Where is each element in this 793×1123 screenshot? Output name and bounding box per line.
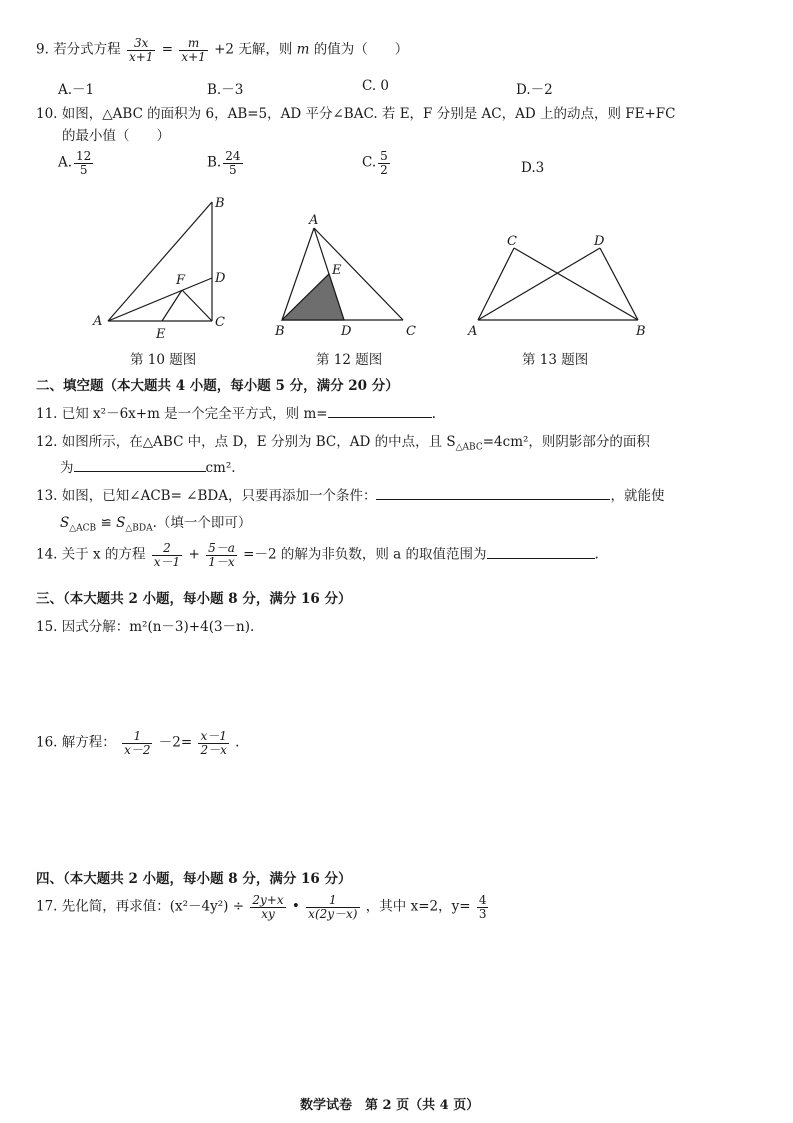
q16-fraction-2: $\frac{x-1}{2-x}$ xyxy=(200,729,227,757)
fig10-label-d: D xyxy=(215,271,226,286)
q9-option-d: D.－2 xyxy=(516,82,553,98)
section-3-title: 三、（本大题共 2 小题，每小题 8 分，满分 16 分） xyxy=(36,591,352,607)
fig12-caption: 第 12 题图 xyxy=(316,352,383,368)
q10-option-d: D.3 xyxy=(521,160,545,176)
q10-line-2: 的最小值（ ） xyxy=(62,128,170,144)
q9-variable: m xyxy=(296,41,310,58)
figures-diagram xyxy=(0,190,793,380)
q9-fraction-1: $\frac{3x}{x+1}$ xyxy=(128,36,154,64)
section-2-title: 二、填空题（本大题共 4 小题，每小题 5 分，满分 20 分） xyxy=(36,378,399,394)
q12-line-1: 12. 如图所示，在△ABC 中，点 D，E 分别为 BC，AD 的中点，且 $S_{\triangle ABC}=4cm^2$，则阴影部分的面积 xyxy=(36,434,650,453)
fig13-label-d: D xyxy=(594,234,605,249)
fig12-label-a: A xyxy=(309,213,319,228)
q13-answer-blank xyxy=(376,485,610,500)
fig10-label-f: F xyxy=(176,273,186,288)
fig13-label-c: C xyxy=(507,234,517,249)
q9-fraction-2: $\frac{m}{x+1}$ xyxy=(181,36,206,64)
page-footer: 数学试卷 第 2 页（共 4 页） xyxy=(300,1098,480,1113)
q16: 16. 解方程： $\frac{1}{x-2}$ －2= $\frac{x-1}{2-x}$ . xyxy=(36,729,240,757)
q9-text-pre: 若分式方程 xyxy=(53,41,121,58)
q10-line-1: 10. 如图，△ABC 的面积为 6，AB=5，AD 平分∠BAC. 若 E，F 分别是 AC，AD 上的动点，则 FE+FC xyxy=(36,106,676,122)
q14-fraction-1: $\frac{2}{x-1}$ xyxy=(153,541,181,569)
q17-fraction-1: $\frac{2y+x}{xy}$ xyxy=(252,893,284,921)
q14: 14. 关于 x 的方程 $\frac{2}{x-1}$ + $\frac{5-a}{1-x}$ =－2 的解为非负数，则 a 的取值范围为 . xyxy=(36,541,599,569)
fig12-shaded-triangle xyxy=(282,274,344,320)
q9-option-b: B.－3 xyxy=(207,82,244,98)
q9-option-c: C. 0 xyxy=(362,78,390,94)
fig12-label-c: C xyxy=(406,324,416,339)
fig10-label-c: C xyxy=(215,315,225,330)
q17: 17. 先化简，再求值：(x²－4y²) ÷ $\frac{2y+x}{xy}$ • $\frac{1}{x(2y-x)}$ ，其中 x=2，y= $\frac{4}{3}$ xyxy=(36,893,487,921)
q17-fraction-2: $\frac{1}{x(2y-x)}$ xyxy=(308,893,358,921)
fig13-caption: 第 13 题图 xyxy=(522,352,589,368)
q11-text: 11. 已知 x²－6x+m 是一个完全平方式，则 m= xyxy=(36,406,328,422)
q16-fraction-1: $\frac{1}{x-2}$ xyxy=(124,729,151,757)
q11: 11. 已知 x²－6x+m 是一个完全平方式，则 m= . xyxy=(36,402,436,422)
q9-equals: = xyxy=(161,41,174,58)
fig10-label-a: A xyxy=(93,314,103,329)
q17-fraction-3: $\frac{4}{3}$ xyxy=(478,893,487,921)
q13-line-2: $S_{\triangle ACB}$ ≌ $S_{\triangle BDA}$.（填一个即可） xyxy=(60,515,252,534)
q10-option-a: A. $\frac{12}{5}$ xyxy=(58,149,92,177)
fig13-diagram xyxy=(478,248,638,320)
fig12-label-b: B xyxy=(275,324,285,339)
fig10-diagram xyxy=(108,202,212,321)
q9-text-post: +2 无解，则 xyxy=(214,41,293,58)
fig10-label-e: E xyxy=(156,327,166,342)
q11-answer-blank xyxy=(328,403,432,418)
fig13-label-b: B xyxy=(636,324,646,339)
q15: 15. 因式分解：m²(n－3)+4(3－n). xyxy=(36,619,255,635)
fig10-caption: 第 10 题图 xyxy=(130,352,197,368)
q9-text-tail: 的值为（ ） xyxy=(313,41,409,58)
q14-answer-blank xyxy=(487,544,595,559)
q9-number: 9. xyxy=(36,41,49,58)
fig10-label-b: B xyxy=(215,196,225,211)
fig12-label-d: D xyxy=(341,324,352,339)
q10-option-c: C. $\frac{5}{2}$ xyxy=(362,149,388,177)
section-4-title: 四、（本大题共 2 小题，每小题 8 分，满分 16 分） xyxy=(36,871,352,887)
fig12-label-e: E xyxy=(332,263,342,278)
q10-option-b: B. $\frac{24}{5}$ xyxy=(207,149,241,177)
q12-answer-blank xyxy=(74,457,206,472)
q9-stem xyxy=(36,37,408,63)
q14-fraction-2: $\frac{5-a}{1-x}$ xyxy=(208,541,235,569)
q9-option-a: A.－1 xyxy=(58,82,95,98)
fig13-label-a: A xyxy=(468,324,478,339)
q12-line-2: 为 cm². xyxy=(60,456,236,476)
q13-line-1: 13. 如图，已知∠ACB= ∠BDA，只要再添加一个条件： ，就能使 xyxy=(36,484,664,504)
